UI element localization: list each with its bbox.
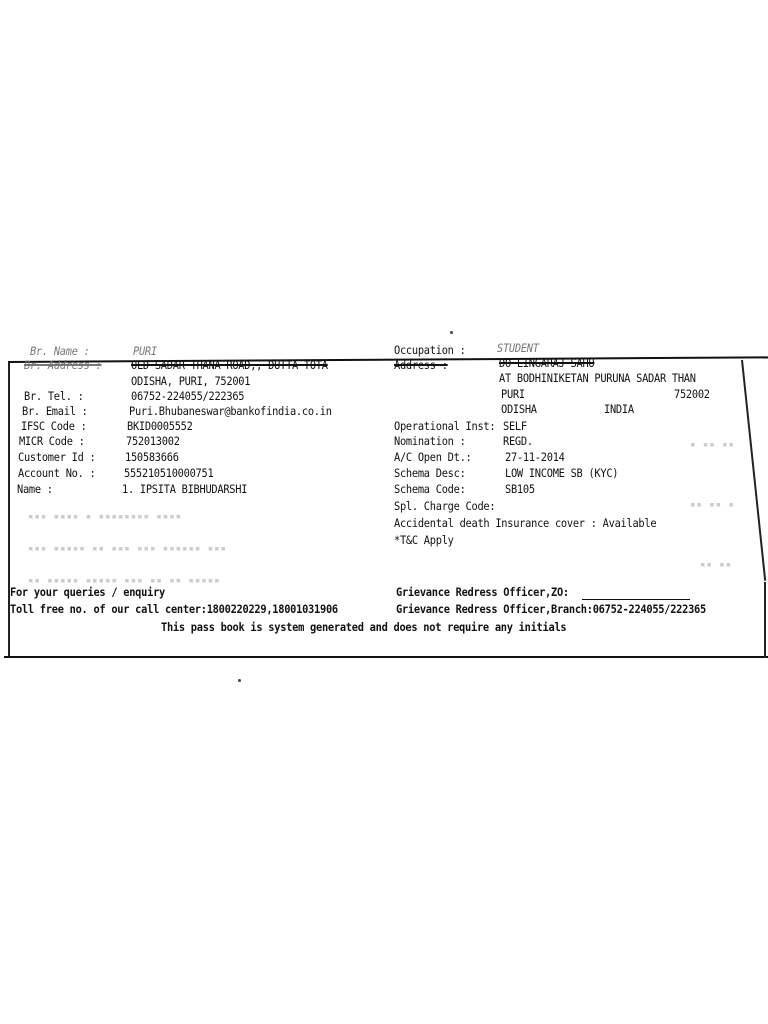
scheme-desc-value: LOW INCOME SB (KYC) [505, 466, 619, 480]
queries-text: For your queries / enquiry [10, 585, 165, 599]
branch-address-line1: OLD SADAR THANA ROAD,, DUTTA TOTA [131, 358, 328, 372]
speck [238, 679, 241, 682]
ifsc-label: IFSC Code : [21, 419, 87, 433]
branch-tel-value: 06752-224055/222365 [131, 389, 245, 403]
scheme-code-value: SB105 [505, 482, 535, 496]
customer-id-value: 150583666 [125, 450, 179, 464]
customer-address-state: ODISHA [501, 402, 537, 416]
grievance-zo-text: Grievance Redress Officer,ZO: [396, 585, 569, 599]
insurance-note: Accidental death Insurance cover : Available [394, 516, 657, 530]
operational-inst-value: SELF [503, 419, 527, 433]
open-date-label: A/C Open Dt.: [394, 450, 472, 464]
speck [450, 331, 453, 334]
grievance-zo-blank [582, 599, 690, 600]
occupation-label: Occupation : [394, 343, 466, 357]
frame-top-border [8, 356, 768, 363]
micr-value: 752013002 [126, 434, 180, 448]
operational-inst-label: Operational Inst: [394, 419, 496, 433]
bleed-through-marks: ▪▪ ▪▪ ▪ [690, 500, 735, 510]
customer-address-country: INDIA [604, 402, 634, 416]
branch-address-line2: ODISHA, PURI, 752001 [131, 374, 251, 388]
branch-email-value: Puri.Bhubaneswar@bankofindia.co.in [129, 404, 332, 418]
bleed-through-marks: ▪ ▪▪ ▪▪ [690, 440, 735, 450]
customer-address-line1: DO LINGARAJ SAHU [499, 356, 595, 370]
account-number-value: 555210510000751 [124, 466, 214, 480]
bleed-through-marks: ▪▪ ▪▪ [700, 560, 733, 570]
branch-name-label: Br. Name : [30, 344, 90, 358]
ifsc-value: BKID0005552 [127, 419, 193, 433]
nomination-label: Nomination : [394, 434, 466, 448]
customer-address-pin: 752002 [674, 387, 710, 401]
system-generated-note: This pass book is system generated and does not require any initials [161, 620, 567, 634]
special-charge-code: Spl. Charge Code: [394, 499, 496, 513]
scheme-code-label: Schema Code: [394, 482, 466, 496]
branch-name-value: PURI [133, 344, 157, 358]
occupation-value: STUDENT [497, 341, 539, 355]
grievance-branch-text: Grievance Redress Officer,Branch:06752-224055/222365 [396, 602, 706, 616]
frame-bottom-border [4, 656, 768, 658]
open-date-value: 27-11-2014 [505, 450, 565, 464]
bleed-through-marks: ▪▪▪ ▪▪▪▪ ▪ ▪▪▪▪▪▪▪▪ ▪▪▪▪ [28, 512, 183, 522]
customer-address-line2: AT BODHINIKETAN PURUNA SADAR THAN [499, 371, 696, 385]
customer-name-value: 1. IPSITA BIBHUDARSHI [122, 482, 248, 496]
account-number-label: Account No. : [18, 466, 96, 480]
bleed-through-marks: ▪▪ ▪▪▪▪▪ ▪▪▪▪▪ ▪▪▪ ▪▪ ▪▪ ▪▪▪▪▪ [28, 576, 221, 586]
nomination-value: REGD. [503, 434, 533, 448]
branch-email-label: Br. Email : [22, 404, 88, 418]
frame-right-border-lower [764, 582, 766, 658]
micr-label: MICR Code : [19, 434, 85, 448]
bleed-through-marks: ▪▪▪ ▪▪▪▪▪ ▪▪ ▪▪▪ ▪▪▪ ▪▪▪▪▪▪ ▪▪▪ [28, 544, 227, 554]
customer-id-label: Customer Id : [18, 450, 96, 464]
customer-address-label: Address : [394, 358, 448, 372]
branch-address-label: Br. Address : [24, 358, 102, 372]
branch-tel-label: Br. Tel. : [24, 389, 84, 403]
scheme-desc-label: Schema Desc: [394, 466, 466, 480]
customer-address-city: PURI [501, 387, 525, 401]
toll-free-text: Toll free no. of our call center:1800220229,18001031906 [10, 602, 338, 616]
frame-right-border [741, 360, 766, 581]
customer-name-label: Name : [17, 482, 53, 496]
terms-note: *T&C Apply [394, 533, 454, 547]
